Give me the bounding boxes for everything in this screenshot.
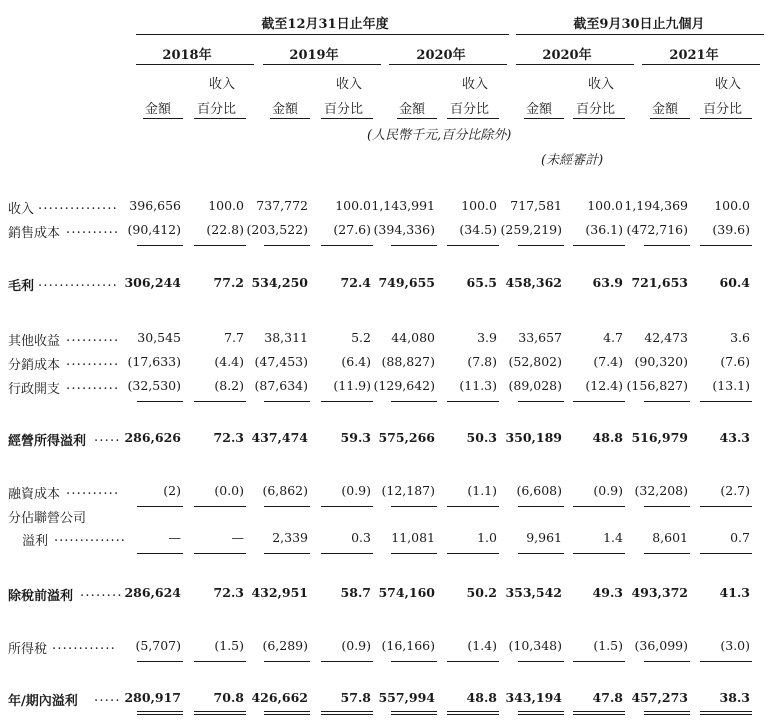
- row-label: 經營所得溢利: [8, 434, 87, 449]
- subtotal-rule: [321, 553, 373, 554]
- percent-cell: (0.9): [341, 638, 371, 653]
- subtotal-rule: [391, 506, 437, 507]
- pct-header-line1: 收入: [462, 77, 489, 92]
- amount-cell: 432,951: [251, 585, 308, 600]
- amount-cell: 493,372: [631, 585, 688, 600]
- subtotal-rule: [137, 401, 183, 402]
- subtotal-rule: [194, 553, 246, 554]
- amount-cell: (16,166): [381, 638, 435, 653]
- subtotal-rule: [518, 506, 564, 507]
- pct-header-line2: 百分比: [324, 102, 364, 117]
- amount-cell: 737,772: [256, 198, 308, 213]
- row-label-continued: 溢利: [22, 534, 49, 549]
- percent-cell: 0.3: [351, 530, 371, 545]
- percent-cell: 3.6: [730, 330, 750, 345]
- percent-cell: (1.4): [467, 638, 497, 653]
- amount-cell: 458,362: [505, 275, 562, 290]
- percent-cell: 77.2: [213, 275, 244, 290]
- percent-cell: 70.8: [213, 690, 244, 705]
- amount-cell: 1,143,991: [371, 198, 435, 213]
- amount-cell: 2,339: [272, 530, 308, 545]
- percent-cell: (0.9): [593, 483, 623, 498]
- percent-cell: (3.0): [720, 638, 750, 653]
- amount-cell: (52,802): [508, 354, 562, 369]
- percent-cell: 48.8: [466, 690, 497, 705]
- year-underline: [136, 64, 254, 65]
- amount-cell: —: [168, 530, 181, 545]
- subtotal-rule: [391, 553, 437, 554]
- amount-cell: (36,099): [634, 638, 688, 653]
- percent-cell: 41.3: [719, 585, 750, 600]
- subtotal-rule: [447, 506, 499, 507]
- row-leader-dots: ..........: [66, 483, 120, 498]
- row-leader-dots: ...............: [38, 275, 118, 290]
- percent-cell: (11.3): [459, 378, 497, 393]
- subtotal-rule: [391, 401, 437, 402]
- percent-cell: (0.0): [214, 483, 244, 498]
- subtotal-rule: [264, 506, 310, 507]
- subtotal-rule: [321, 506, 373, 507]
- year-header: 2020年: [416, 48, 466, 63]
- row-leader-dots: ..........: [66, 222, 120, 237]
- percent-cell: 4.7: [603, 330, 623, 345]
- pct-header-underline: [194, 118, 246, 119]
- amount-cell: (88,827): [381, 354, 435, 369]
- amount-cell: 353,542: [505, 585, 562, 600]
- percent-cell: (34.5): [459, 222, 497, 237]
- percent-cell: (36.1): [585, 222, 623, 237]
- row-label: 所得稅: [8, 642, 48, 657]
- percent-cell: 7.7: [224, 330, 244, 345]
- amount-cell: 30,545: [137, 330, 181, 345]
- year-underline: [516, 64, 634, 65]
- amount-header-underline: [524, 118, 564, 119]
- amount-cell: (10,348): [508, 638, 562, 653]
- total-double-rule: [391, 711, 437, 715]
- subtotal-rule: [573, 661, 625, 662]
- subtotal-rule: [573, 401, 625, 402]
- percent-cell: 48.8: [592, 430, 623, 445]
- subtotal-rule: [264, 661, 310, 662]
- amount-cell: (129,642): [373, 378, 435, 393]
- total-double-rule: [137, 711, 183, 715]
- percent-cell: (12.4): [585, 378, 623, 393]
- unaudited-note: (未經審計): [541, 153, 604, 168]
- percent-cell: (1.1): [467, 483, 497, 498]
- row-label: 年/期內溢利: [8, 694, 78, 709]
- amount-header: 金額: [652, 102, 679, 117]
- amount-cell: 286,624: [124, 585, 181, 600]
- amount-cell: 42,473: [644, 330, 688, 345]
- percent-cell: (11.9): [333, 378, 371, 393]
- amount-cell: 721,653: [631, 275, 688, 290]
- amount-header: 金額: [145, 102, 172, 117]
- subtotal-rule: [194, 245, 246, 246]
- percent-cell: 100.0: [587, 198, 623, 213]
- subtotal-rule: [391, 661, 437, 662]
- year-underline: [263, 64, 381, 65]
- amount-cell: 396,656: [129, 198, 181, 213]
- row-leader-dots: ..........: [66, 378, 120, 393]
- percent-cell: 100.0: [208, 198, 244, 213]
- group-underline-9m: [516, 34, 764, 35]
- pct-header-line1: 收入: [588, 77, 615, 92]
- percent-cell: 0.7: [730, 530, 750, 545]
- row-label: 收入: [8, 202, 35, 217]
- amount-cell: (6,862): [262, 483, 308, 498]
- amount-cell: (6,608): [516, 483, 562, 498]
- amount-cell: 575,266: [378, 430, 435, 445]
- year-underline: [389, 64, 507, 65]
- subtotal-rule: [321, 401, 373, 402]
- percent-cell: 72.3: [213, 430, 244, 445]
- row-leader-dots: ............: [52, 638, 116, 653]
- subtotal-rule: [700, 661, 752, 662]
- subtotal-rule: [137, 506, 183, 507]
- amount-cell: 426,662: [251, 690, 308, 705]
- subtotal-rule: [321, 245, 373, 246]
- pct-header-underline: [573, 118, 625, 119]
- subtotal-rule: [700, 245, 752, 246]
- amount-cell: (47,453): [254, 354, 308, 369]
- subtotal-rule: [137, 553, 183, 554]
- percent-cell: 49.3: [592, 585, 623, 600]
- year-header: 2019年: [289, 48, 339, 63]
- percent-cell: (2.7): [720, 483, 750, 498]
- amount-cell: (472,716): [626, 222, 688, 237]
- amount-cell: (2): [163, 483, 181, 498]
- row-label: 其他收益: [8, 334, 61, 349]
- amount-cell: 534,250: [251, 275, 308, 290]
- percent-cell: 72.3: [213, 585, 244, 600]
- row-label: 分銷成本: [8, 358, 61, 373]
- amount-cell: (89,028): [508, 378, 562, 393]
- total-double-rule: [321, 711, 373, 715]
- percent-cell: 100.0: [461, 198, 497, 213]
- percent-cell: 1.4: [603, 530, 623, 545]
- amount-cell: 1,194,369: [624, 198, 688, 213]
- group-underline-fy: [136, 34, 509, 35]
- percent-cell: 72.4: [340, 275, 371, 290]
- amount-cell: (259,219): [500, 222, 562, 237]
- subtotal-rule: [391, 245, 437, 246]
- subtotal-rule: [573, 245, 625, 246]
- percent-cell: (1.5): [593, 638, 623, 653]
- total-double-rule: [700, 711, 752, 715]
- amount-header-underline: [143, 118, 183, 119]
- amount-cell: 38,311: [264, 330, 308, 345]
- percent-cell: (1.5): [214, 638, 244, 653]
- unit-note: (人民幣千元,百分比除外): [367, 128, 512, 143]
- row-leader-dots: ..........: [66, 330, 120, 345]
- percent-cell: 100.0: [335, 198, 371, 213]
- subtotal-rule: [644, 553, 690, 554]
- row-label: 融資成本: [8, 487, 61, 502]
- amount-cell: (156,827): [626, 378, 688, 393]
- row-label: 分佔聯營公司: [8, 511, 87, 526]
- subtotal-rule: [137, 245, 183, 246]
- percent-cell: (7.6): [720, 354, 750, 369]
- amount-cell: (87,634): [254, 378, 308, 393]
- subtotal-rule: [644, 245, 690, 246]
- percent-cell: (7.8): [467, 354, 497, 369]
- total-double-rule: [447, 711, 499, 715]
- row-leader-dots: ........: [80, 585, 123, 600]
- amount-cell: (17,633): [127, 354, 181, 369]
- amount-cell: (6,289): [262, 638, 308, 653]
- amount-cell: 33,657: [518, 330, 562, 345]
- subtotal-rule: [518, 401, 564, 402]
- amount-cell: (32,530): [127, 378, 181, 393]
- amount-cell: 557,994: [378, 690, 435, 705]
- subtotal-rule: [700, 401, 752, 402]
- percent-cell: (13.1): [712, 378, 750, 393]
- subtotal-rule: [194, 401, 246, 402]
- amount-cell: 516,979: [631, 430, 688, 445]
- subtotal-rule: [264, 401, 310, 402]
- percent-cell: (39.6): [712, 222, 750, 237]
- row-label: 除稅前溢利: [8, 589, 74, 604]
- percent-cell: 57.8: [340, 690, 371, 705]
- year-header: 2021年: [669, 48, 719, 63]
- row-label: 行政開支: [8, 382, 61, 397]
- amount-cell: (203,522): [246, 222, 308, 237]
- pct-header-underline: [700, 118, 752, 119]
- percent-cell: (7.4): [593, 354, 623, 369]
- subtotal-rule: [644, 401, 690, 402]
- year-header: 2018年: [162, 48, 212, 63]
- amount-header-underline: [397, 118, 437, 119]
- amount-header: 金額: [272, 102, 299, 117]
- total-double-rule: [264, 711, 310, 715]
- row-label: 銷售成本: [8, 226, 61, 241]
- amount-cell: 350,189: [505, 430, 562, 445]
- amount-header: 金額: [526, 102, 553, 117]
- percent-cell: 5.2: [351, 330, 371, 345]
- row-leader-dots: ..............: [54, 530, 126, 545]
- subtotal-rule: [447, 661, 499, 662]
- pct-header-line1: 收入: [209, 77, 236, 92]
- percent-cell: 3.9: [477, 330, 497, 345]
- total-double-rule: [518, 711, 564, 715]
- header-9m-group: 截至9月30日止九個月: [573, 17, 705, 32]
- subtotal-rule: [447, 553, 499, 554]
- percent-cell: (22.8): [206, 222, 244, 237]
- percent-cell: 100.0: [714, 198, 750, 213]
- percent-cell: (4.4): [214, 354, 244, 369]
- amount-cell: 574,160: [378, 585, 435, 600]
- amount-cell: 717,581: [510, 198, 562, 213]
- percent-cell: 58.7: [340, 585, 371, 600]
- subtotal-rule: [700, 506, 752, 507]
- percent-cell: (27.6): [333, 222, 371, 237]
- subtotal-rule: [321, 661, 373, 662]
- amount-cell: 9,961: [526, 530, 562, 545]
- row-leader-dots: ...............: [38, 198, 118, 213]
- subtotal-rule: [447, 401, 499, 402]
- percent-cell: 43.3: [719, 430, 750, 445]
- subtotal-rule: [137, 661, 183, 662]
- row-leader-dots: .....: [94, 690, 121, 705]
- amount-cell: 343,194: [505, 690, 562, 705]
- amount-header: 金額: [399, 102, 426, 117]
- total-double-rule: [194, 711, 246, 715]
- amount-cell: (12,187): [381, 483, 435, 498]
- row-leader-dots: ..........: [66, 354, 120, 369]
- amount-cell: (90,412): [127, 222, 181, 237]
- total-double-rule: [644, 711, 690, 715]
- subtotal-rule: [194, 661, 246, 662]
- year-underline: [642, 64, 760, 65]
- amount-cell: (90,320): [634, 354, 688, 369]
- subtotal-rule: [518, 661, 564, 662]
- percent-cell: (8.2): [214, 378, 244, 393]
- percent-cell: 50.2: [466, 585, 497, 600]
- subtotal-rule: [447, 245, 499, 246]
- amount-cell: 44,080: [391, 330, 435, 345]
- pct-header-underline: [447, 118, 499, 119]
- subtotal-rule: [700, 553, 752, 554]
- percent-cell: (0.9): [341, 483, 371, 498]
- pct-header-underline: [321, 118, 373, 119]
- subtotal-rule: [644, 661, 690, 662]
- amount-cell: 11,081: [391, 530, 435, 545]
- amount-header-underline: [650, 118, 690, 119]
- year-header: 2020年: [542, 48, 592, 63]
- pct-header-line2: 百分比: [576, 102, 616, 117]
- percent-cell: 59.3: [340, 430, 371, 445]
- percent-cell: —: [231, 530, 244, 545]
- subtotal-rule: [573, 506, 625, 507]
- subtotal-rule: [264, 245, 310, 246]
- percent-cell: 47.8: [592, 690, 623, 705]
- percent-cell: 38.3: [719, 690, 750, 705]
- pct-header-line2: 百分比: [703, 102, 743, 117]
- amount-cell: 749,655: [378, 275, 435, 290]
- pct-header-line2: 百分比: [450, 102, 490, 117]
- amount-cell: 286,626: [124, 430, 181, 445]
- subtotal-rule: [518, 553, 564, 554]
- header-fy-group: 截至12月31日止年度: [261, 17, 389, 32]
- subtotal-rule: [573, 553, 625, 554]
- percent-cell: 1.0: [477, 530, 497, 545]
- percent-cell: 50.3: [466, 430, 497, 445]
- amount-cell: (32,208): [634, 483, 688, 498]
- pct-header-line1: 收入: [715, 77, 742, 92]
- amount-cell: (394,336): [373, 222, 435, 237]
- amount-cell: 306,244: [124, 275, 181, 290]
- amount-cell: 8,601: [652, 530, 688, 545]
- pct-header-line2: 百分比: [197, 102, 237, 117]
- amount-cell: 457,273: [631, 690, 688, 705]
- pct-header-line1: 收入: [336, 77, 363, 92]
- amount-cell: (5,707): [135, 638, 181, 653]
- total-double-rule: [573, 711, 625, 715]
- row-label: 毛利: [8, 279, 35, 294]
- subtotal-rule: [518, 245, 564, 246]
- percent-cell: (6.4): [341, 354, 371, 369]
- percent-cell: 65.5: [466, 275, 497, 290]
- percent-cell: 60.4: [719, 275, 750, 290]
- amount-cell: 280,917: [124, 690, 181, 705]
- amount-header-underline: [270, 118, 310, 119]
- subtotal-rule: [264, 553, 310, 554]
- subtotal-rule: [194, 506, 246, 507]
- amount-cell: 437,474: [251, 430, 308, 445]
- percent-cell: 63.9: [592, 275, 623, 290]
- subtotal-rule: [644, 506, 690, 507]
- row-leader-dots: .....: [94, 430, 121, 445]
